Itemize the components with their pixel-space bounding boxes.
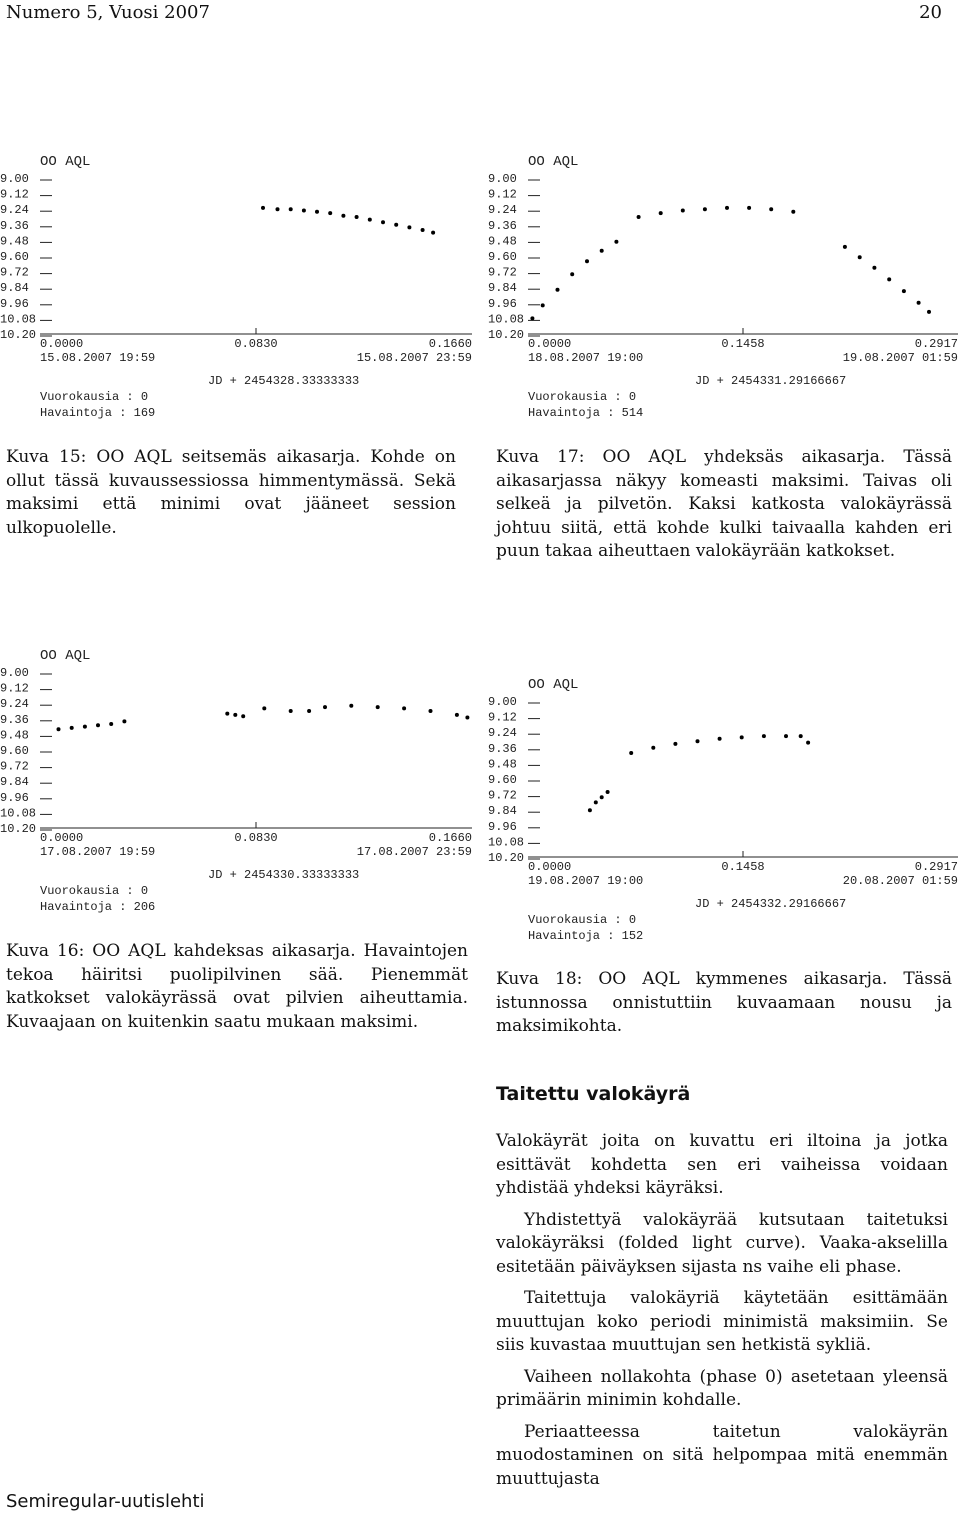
x-tick-label: 0.0000 — [528, 860, 572, 874]
plot-title: OO AQL — [40, 648, 91, 664]
data-point — [917, 301, 921, 305]
data-point — [902, 289, 906, 293]
x-tick-label: 0.1660 — [428, 831, 472, 845]
data-point — [328, 211, 332, 215]
caption-kuva-15: Kuva 15: OO AQL seitsemäs aikasarja. Kohde on ollut tässä kuvaussessiossa himmentymässä. Sekä maksimi että minimi ovat jääneet session ulkopuolelle. — [6, 447, 456, 538]
y-tick-label: 9.96 — [488, 819, 517, 834]
y-tick-label: 9.00 — [0, 666, 29, 680]
data-point — [368, 218, 372, 222]
date-left: 18.08.2007 19:00 — [528, 351, 644, 365]
y-tick-label: 9.96 — [488, 296, 517, 311]
y-tick-label: 10.08 — [488, 835, 525, 850]
date-right: 19.08.2007 01:59 — [842, 351, 958, 365]
data-point — [927, 310, 931, 314]
x-tick-label: 0.0000 — [528, 337, 572, 351]
x-tick-label: 0.1660 — [428, 337, 472, 351]
data-point — [289, 207, 293, 211]
data-point — [556, 288, 560, 292]
y-tick-label: 10.20 — [488, 851, 525, 865]
x-tick-label: 0.0830 — [234, 337, 278, 351]
data-point — [96, 723, 100, 727]
y-tick-label: 9.00 — [488, 172, 517, 186]
y-tick-label: 10.20 — [0, 822, 37, 836]
light-curve-plot-1 — [0, 148, 480, 428]
light-curve-plot-4 — [488, 671, 960, 951]
x-tick-label: 0.0000 — [40, 831, 84, 845]
y-tick-label: 9.00 — [0, 172, 29, 186]
data-point — [570, 272, 574, 276]
data-point — [843, 245, 847, 249]
page-number: 20 — [919, 2, 942, 23]
data-point — [289, 709, 293, 713]
light-curve-plot-2 — [488, 148, 960, 428]
y-tick-label: 9.00 — [488, 695, 517, 709]
data-point — [261, 206, 265, 210]
data-point — [799, 734, 803, 738]
date-right: 20.08.2007 01:59 — [842, 874, 958, 888]
data-point — [109, 722, 113, 726]
data-point — [57, 727, 61, 731]
data-point — [887, 277, 891, 281]
data-point — [651, 746, 655, 750]
y-tick-label: 9.48 — [488, 234, 517, 249]
y-tick-label: 9.24 — [488, 203, 517, 218]
y-tick-label: 9.60 — [0, 250, 29, 264]
data-point — [681, 209, 685, 213]
havaintoja-label: Havaintoja : 169 — [40, 406, 156, 420]
data-point — [872, 266, 876, 270]
y-tick-label: 9.24 — [0, 697, 29, 712]
data-point — [606, 790, 610, 794]
y-tick-label: 9.12 — [0, 681, 29, 696]
data-point — [791, 210, 795, 214]
x-tick-label: 0.0000 — [40, 337, 84, 351]
x-tick-label: 0.2917 — [914, 337, 958, 351]
data-point — [588, 808, 592, 812]
data-point — [600, 795, 604, 799]
data-point — [725, 206, 729, 210]
data-point — [740, 735, 744, 739]
data-point — [600, 249, 604, 253]
jd-label: JD + 2454332.29166667 — [695, 897, 847, 911]
x-tick-label: 0.0830 — [234, 831, 278, 845]
y-tick-label: 9.84 — [0, 775, 29, 790]
vuorokausia-label: Vuorokausia : 0 — [40, 884, 149, 898]
date-left: 19.08.2007 19:00 — [528, 874, 644, 888]
data-point — [262, 706, 266, 710]
data-point — [376, 705, 380, 709]
y-tick-label: 9.24 — [0, 203, 29, 218]
y-tick-label: 9.72 — [488, 265, 517, 280]
plot-2-svg — [488, 148, 960, 428]
footer-publication: Semiregular-uutislehti — [6, 1491, 205, 1512]
data-point — [402, 706, 406, 710]
data-point — [747, 206, 751, 210]
havaintoja-label: Havaintoja : 514 — [528, 406, 644, 420]
y-tick-label: 9.48 — [488, 757, 517, 772]
y-tick-label: 9.36 — [488, 741, 517, 756]
paragraph: Vaiheen nollakohta (phase 0) asetetaan yleensä primäärin minimin kohdalle. — [496, 1366, 948, 1410]
paragraph: Valokäyrät joita on kuvattu eri iltoina ja jotka esittävät kohdetta sen eri vaiheissa voidaan yhdistää yhdeksi käyräksi. — [496, 1131, 948, 1198]
data-point — [355, 215, 359, 219]
date-right: 15.08.2007 23:59 — [356, 351, 472, 365]
y-tick-label: 9.24 — [488, 726, 517, 741]
data-point — [465, 716, 469, 720]
light-curve-plot-3 — [0, 642, 480, 922]
y-tick-label: 9.60 — [0, 744, 29, 758]
data-point — [585, 259, 589, 263]
plot-title: OO AQL — [528, 677, 579, 693]
data-point — [233, 713, 237, 717]
y-tick-label: 9.12 — [488, 187, 517, 202]
data-point — [307, 709, 311, 713]
x-tick-label: 0.2917 — [914, 860, 958, 874]
jd-label: JD + 2454331.29166667 — [695, 374, 847, 388]
data-point — [762, 734, 766, 738]
y-tick-label: 9.60 — [488, 250, 517, 264]
page-header-left: Numero 5, Vuosi 2007 — [6, 2, 210, 23]
vuorokausia-label: Vuorokausia : 0 — [528, 390, 637, 404]
data-point — [302, 209, 306, 213]
y-tick-label: 9.48 — [0, 728, 29, 743]
data-point — [315, 210, 319, 214]
data-point — [541, 303, 545, 307]
data-point — [769, 207, 773, 211]
jd-label: JD + 2454330.33333333 — [208, 868, 360, 882]
data-point — [806, 741, 810, 745]
paragraph: Yhdistettyä valokäyrää kutsutaan taitetuksi valokäyräksi (folded light curve). Vaaka-akselilla esitetään päiväyksen sijasta ns vaihe eli phase. — [496, 1209, 948, 1277]
y-tick-label: 9.84 — [488, 804, 517, 819]
plot-4-svg — [488, 671, 960, 951]
y-tick-label: 9.96 — [0, 296, 29, 311]
y-tick-label: 9.96 — [0, 790, 29, 805]
caption-kuva-16: Kuva 16: OO AQL kahdeksas aikasarja. Havaintojen tekoa häiritsi puolipilvinen sää. Pienemmät katkokset valokäyrässä ovat pilvien aiheuttamia. Kuvaajaan on kuitenkin saatu mukaan maksimi. — [6, 941, 468, 1032]
x-tick-label: 0.1458 — [721, 337, 765, 351]
y-tick-label: 9.72 — [488, 788, 517, 803]
havaintoja-label: Havaintoja : 206 — [40, 900, 156, 914]
data-point — [637, 215, 641, 219]
caption-kuva-18: Kuva 18: OO AQL kymmenes aikasarja. Tässä istunnossa onnistuttiin kuvaamaan nousu ja maksimikohta. — [496, 969, 952, 1036]
plot-3-svg — [0, 642, 480, 922]
vuorokausia-label: Vuorokausia : 0 — [528, 913, 637, 927]
x-tick-label: 0.1458 — [721, 860, 765, 874]
data-point — [431, 231, 435, 235]
data-point — [381, 220, 385, 224]
paragraph: Taitettuja valokäyriä käytetään esittämään muuttujan koko periodi minimistä maksimiin. Se siis kuvastaa muuttujan sen hetkistä sykliä. — [496, 1288, 948, 1355]
data-point — [530, 316, 534, 320]
date-right: 17.08.2007 23:59 — [356, 845, 472, 859]
data-point — [394, 223, 398, 227]
data-point — [614, 240, 618, 244]
y-tick-label: 9.72 — [0, 265, 29, 280]
y-tick-label: 9.72 — [0, 759, 29, 774]
data-point — [241, 714, 245, 718]
data-point — [407, 225, 411, 229]
date-left: 17.08.2007 19:59 — [40, 845, 156, 859]
y-tick-label: 10.20 — [488, 328, 525, 342]
data-point — [276, 207, 280, 211]
y-tick-label: 9.12 — [488, 710, 517, 725]
havaintoja-label: Havaintoja : 152 — [528, 929, 644, 943]
y-tick-label: 10.08 — [0, 312, 37, 327]
y-tick-label: 9.12 — [0, 187, 29, 202]
data-point — [349, 704, 353, 708]
data-point — [83, 725, 87, 729]
data-point — [594, 800, 598, 804]
plot-title: OO AQL — [40, 154, 91, 170]
y-tick-label: 10.08 — [0, 806, 37, 821]
data-point — [673, 742, 677, 746]
data-point — [341, 214, 345, 218]
data-point — [659, 211, 663, 215]
data-point — [225, 712, 229, 716]
data-point — [429, 709, 433, 713]
data-point — [70, 726, 74, 730]
paragraph: Periaatteessa taitetun valokäyrän muodostaminen on sitä helpompaa mitä enemmän muuttujasta — [496, 1421, 948, 1489]
y-tick-label: 9.36 — [488, 218, 517, 233]
plot-title: OO AQL — [528, 154, 579, 170]
date-left: 15.08.2007 19:59 — [40, 351, 156, 365]
y-tick-label: 9.60 — [488, 773, 517, 787]
jd-label: JD + 2454328.33333333 — [208, 374, 360, 388]
section-body — [496, 1130, 948, 1499]
y-tick-label: 9.48 — [0, 234, 29, 249]
data-point — [703, 207, 707, 211]
vuorokausia-label: Vuorokausia : 0 — [40, 390, 149, 404]
data-point — [858, 255, 862, 259]
caption-kuva-17: Kuva 17: OO AQL yhdeksäs aikasarja. Tässä aikasarjassa näkyy komeasti maksimi. Taivas oli selkeä ja pilvetön. Kaksi katkosta valokäyrässä johtuu siitä, että kohde kulki taivaalla kahden eri puun takaa aiheuttaen valokäyrään katkokset. — [496, 447, 952, 561]
y-tick-label: 9.36 — [0, 218, 29, 233]
data-point — [122, 719, 126, 723]
data-point — [784, 734, 788, 738]
y-tick-label: 10.20 — [0, 328, 37, 342]
data-point — [323, 705, 327, 709]
data-point — [629, 751, 633, 755]
y-tick-label: 9.84 — [0, 281, 29, 296]
y-tick-label: 9.36 — [0, 712, 29, 727]
plot-1-svg — [0, 148, 480, 428]
y-tick-label: 10.08 — [488, 312, 525, 327]
data-point — [455, 713, 459, 717]
y-tick-label: 9.84 — [488, 281, 517, 296]
data-point — [421, 228, 425, 232]
data-point — [718, 737, 722, 741]
section-title: Taitettu valokäyrä — [496, 1083, 691, 1105]
data-point — [696, 739, 700, 743]
